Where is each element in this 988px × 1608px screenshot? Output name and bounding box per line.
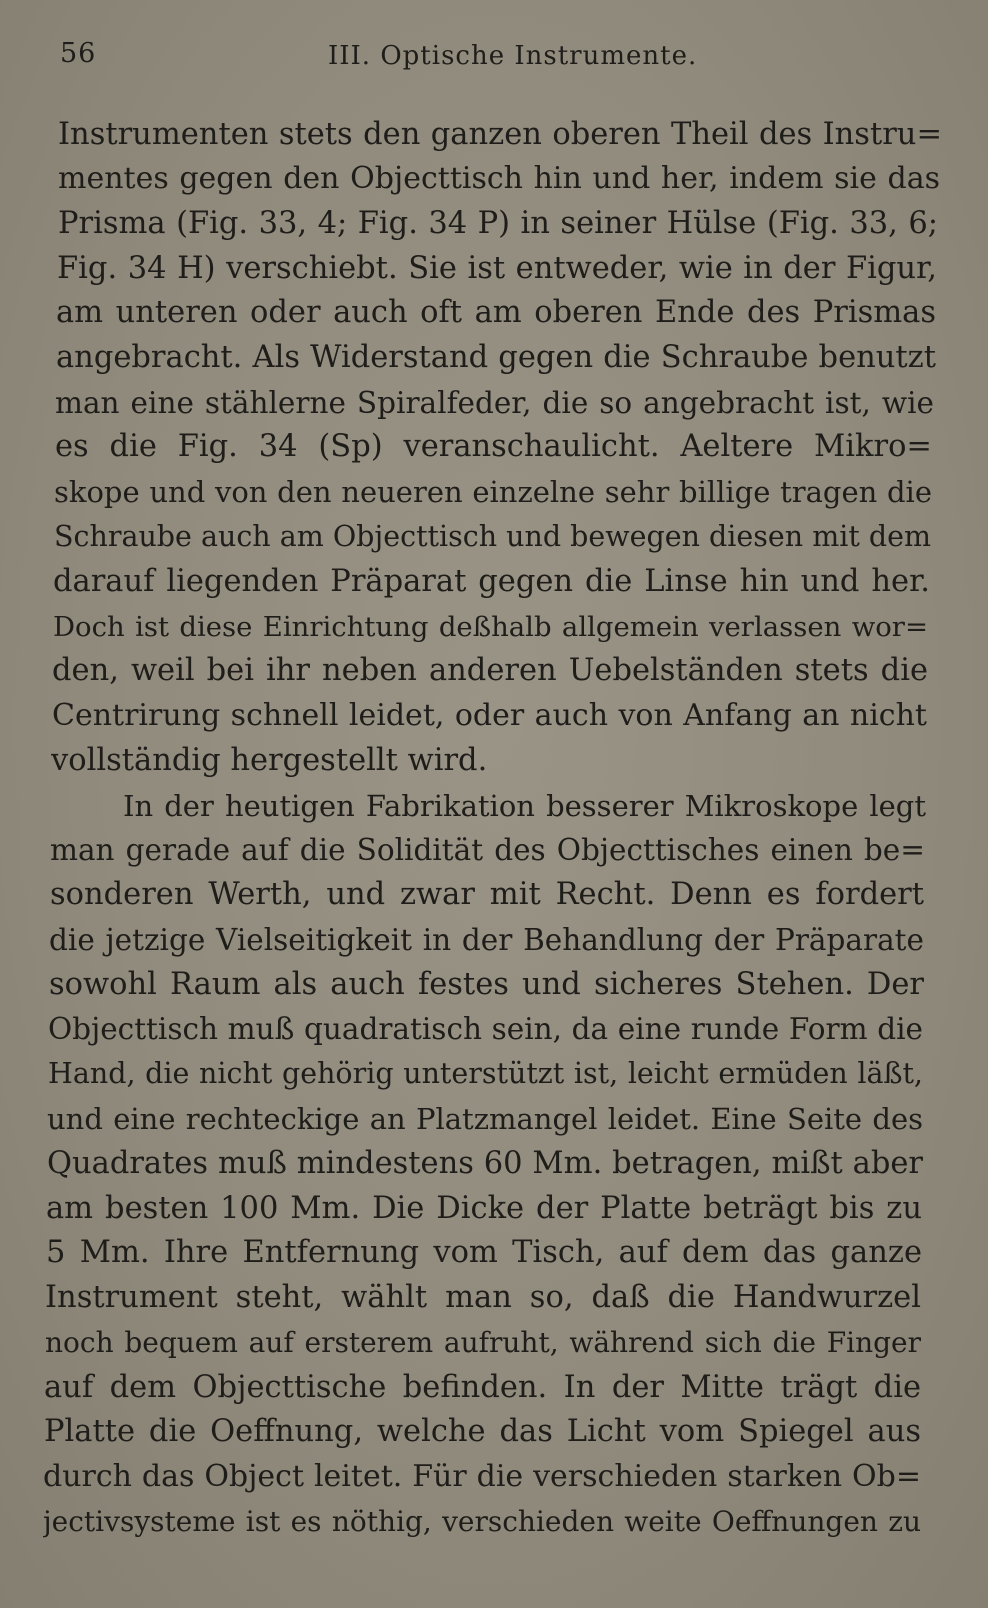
text-line: Fig. 34 H) verschiebt. Sie ist entweder, wie in der Figur, (57, 251, 937, 286)
text-line: Objecttisch muß quadratisch sein, da eine runde Form die (48, 1012, 923, 1046)
text-line: Platte die Oeffnung, welche das Licht vom Spiegel aus (44, 1414, 921, 1449)
text-line: Doch ist diese Einrichtung deßhalb allgemein verlassen wor= (53, 611, 928, 643)
text-line: noch bequem auf ersterem aufruht, während sich die Finger (45, 1326, 921, 1359)
text-line: Quadrates muß mindestens 60 Mm. betragen, mißt aber (47, 1146, 923, 1181)
text-line: darauf liegenden Präparat gegen die Linse hin und her. (53, 564, 930, 599)
text-line: mentes gegen den Objecttisch hin und her, indem sie das (58, 161, 940, 196)
text-line: Instrumenten stets den ganzen oberen Theil des Instru= (58, 117, 942, 152)
text-line: Hand, die nicht gehörig unterstützt ist, leicht ermüden läßt, (48, 1057, 923, 1090)
page-header (60, 38, 940, 78)
running-head: III. Optische Instrumente. (328, 41, 698, 71)
text-line: 5 Mm. Ihre Entfernung vom Tisch, auf dem das ganze (46, 1235, 922, 1270)
text-line: vollständig hergestellt wird. (51, 743, 488, 778)
text-line: jectivsysteme ist es nöthig, verschieden weite Oeffnungen zu (43, 1505, 921, 1538)
text-line: Centrirung schnell leidet, oder auch von Anfang an nicht (52, 698, 927, 733)
page-number: 56 (60, 38, 97, 69)
text-line: am besten 100 Mm. Die Dicke der Platte beträgt bis zu (46, 1191, 922, 1226)
text-line: Schraube auch am Objecttisch und bewegen diesen mit dem (54, 520, 931, 553)
text-line: sonderen Werth, und zwar mit Recht. Denn es fordert (50, 877, 924, 912)
text-line: und eine rechteckige an Platzmangel leidet. Eine Seite des (47, 1102, 923, 1136)
text-line: Prisma (Fig. 33, 4; Fig. 34 P) in seiner Hülse (Fig. 33, 6; (58, 206, 938, 241)
text-line: die jetzige Vielseitigkeit in der Behandlung der Präparate (49, 923, 924, 957)
text-line: durch das Object leitet. Für die verschieden starken Ob= (43, 1459, 921, 1494)
text-line: In der heutigen Fabrikation besserer Mikroskope legt (123, 789, 926, 823)
text-line: sowohl Raum als auch festes und sicheres Stehen. Der (49, 967, 924, 1002)
text-line: man eine stählerne Spiralfeder, die so angebracht ist, wie (55, 386, 934, 420)
text-line: man gerade auf die Solidität des Objecttisches einen be= (50, 833, 925, 867)
text-line: den, weil bei ihr neben anderen Uebelständen stets die (52, 653, 928, 688)
text-line: auf dem Objecttische befinden. In der Mitte trägt die (44, 1370, 921, 1405)
text-line: Instrument steht, wählt man so, daß die Handwurzel (45, 1280, 921, 1315)
text-line: angebracht. Als Widerstand gegen die Schraube benutzt (56, 340, 936, 375)
text-line: am unteren oder auch oft am oberen Ende des Prismas (56, 295, 936, 330)
text-line: skope und von den neueren einzelne sehr billige tragen die (54, 475, 932, 509)
text-line: es die Fig. 34 (Sp) veranschaulicht. Aeltere Mikro= (55, 429, 932, 464)
